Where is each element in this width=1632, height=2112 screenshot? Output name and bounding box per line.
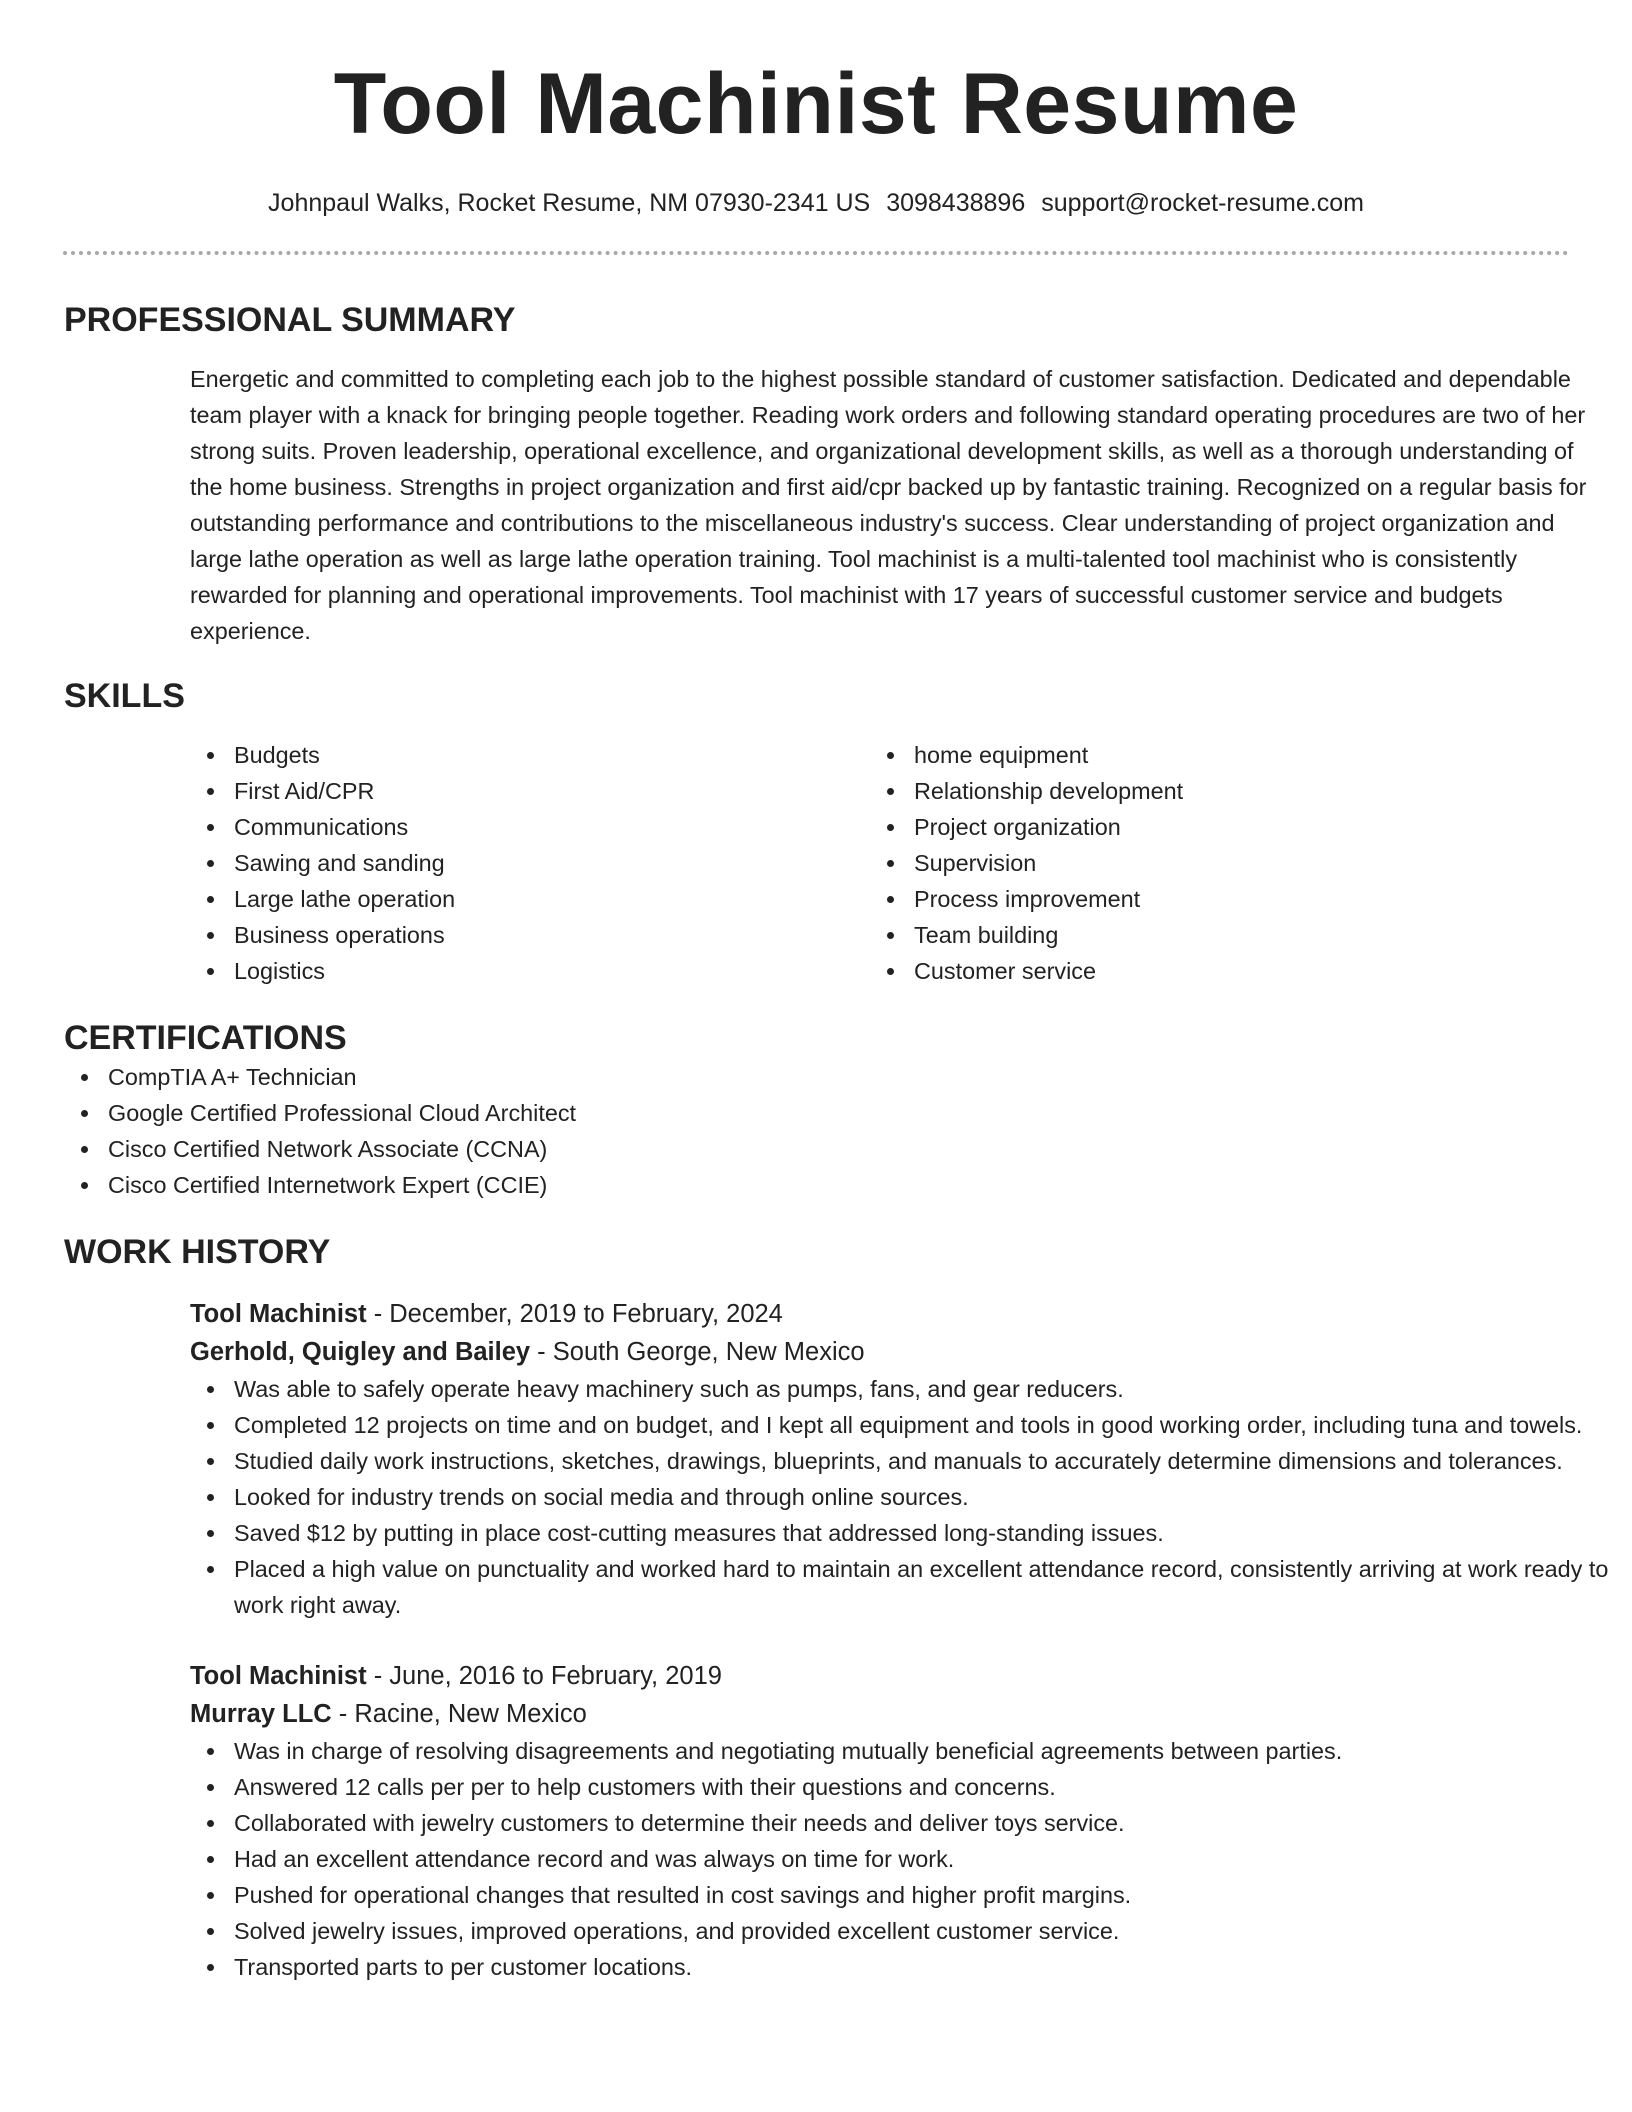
skills-section	[64, 675, 1568, 989]
job-title: Tool Machinist	[190, 1300, 367, 1328]
list-item: Process improvement	[870, 881, 1550, 917]
contact-line	[0, 187, 1632, 219]
work-history-heading: WORK HISTORY	[64, 1233, 331, 1271]
list-item: Supervision	[870, 845, 1550, 881]
list-item: Collaborated with jewelry customers to determine their needs and deliver toys service.	[190, 1805, 1610, 1841]
header-divider	[63, 251, 1569, 255]
job-dates: - December, 2019 to February, 2024	[366, 1300, 783, 1328]
summary-text: Energetic and committed to completing each job to the highest possible standard of customer satisfaction. Dedicated and dependable team player with a knack for bringing people together. Reading work orders and following standard operating procedures are two of her strong suits. Proven leadership, operational excellence, and organizational development skills, as well as a thorough understanding of the home business. Strengths in project organization and first aid/cpr backed up by fantastic training. Recognized on a regular basis for outstanding performance and contributions to the miscellaneous industry's success. Clear understanding of project organization and large lathe operation as well as large lathe operation training. Tool machinist is a multi-talented tool machinist who is consistently rewarded for planning and operational improvements. Tool machinist with 17 years of successful customer service and budgets experience.	[190, 366, 1587, 644]
job-entry	[190, 1657, 1610, 1985]
list-item: Answered 12 calls per per to help customers with their questions and concerns.	[190, 1769, 1610, 1805]
list-item: Team building	[870, 917, 1550, 953]
list-item: Google Certified Professional Cloud Architect	[64, 1095, 1568, 1131]
list-item: Saved $12 by putting in place cost-cutting measures that addressed long-standing issues.	[190, 1515, 1610, 1551]
list-item: Customer service	[870, 953, 1550, 989]
list-item: home equipment	[870, 737, 1550, 773]
list-item: Was in charge of resolving disagreements and negotiating mutually beneficial agreements between parties.	[190, 1733, 1610, 1769]
list-item: Large lathe operation	[190, 881, 870, 917]
list-item: Sawing and sanding	[190, 845, 870, 881]
skills-columns	[190, 737, 1568, 989]
job-company-line	[190, 1333, 1610, 1371]
list-item: Business operations	[190, 917, 870, 953]
list-item: Relationship development	[870, 773, 1550, 809]
work-history-section	[64, 1231, 1609, 1985]
list-item: Cisco Certified Internetwork Expert (CCIE)	[64, 1167, 1568, 1203]
contact-address: Johnpaul Walks, Rocket Resume, NM 07930-2341 US	[268, 189, 871, 217]
job-entry	[190, 1295, 1610, 1623]
list-item: Budgets	[190, 737, 870, 773]
list-item: Project organization	[870, 809, 1550, 845]
certifications-heading: CERTIFICATIONS	[64, 1019, 347, 1057]
job-company-line	[190, 1695, 1610, 1733]
list-item: Completed 12 projects on time and on budget, and I kept all equipment and tools in good working order, including tuna and towels.	[190, 1407, 1610, 1443]
list-item: Logistics	[190, 953, 870, 989]
skills-list-left	[190, 737, 870, 989]
list-item: Pushed for operational changes that resulted in cost savings and higher profit margins.	[190, 1877, 1610, 1913]
list-item: Solved jewelry issues, improved operations, and provided excellent customer service.	[190, 1913, 1610, 1949]
job-location: - Racine, New Mexico	[331, 1700, 587, 1728]
skills-column-right	[870, 737, 1550, 989]
skills-column-left	[190, 737, 870, 989]
job-title-line	[190, 1295, 1610, 1333]
list-item: CompTIA A+ Technician	[64, 1059, 1568, 1095]
job-duties-list	[190, 1371, 1610, 1623]
job-company: Murray LLC	[190, 1700, 332, 1728]
job-company: Gerhold, Quigley and Bailey	[190, 1338, 531, 1366]
list-item: Cisco Certified Network Associate (CCNA)	[64, 1131, 1568, 1167]
contact-email: support@rocket-resume.com	[1041, 189, 1364, 217]
job-duties-list	[190, 1733, 1610, 1985]
job-location: - South George, New Mexico	[530, 1338, 865, 1366]
summary-heading: PROFESSIONAL SUMMARY	[64, 301, 516, 339]
contact-phone: 3098438896	[886, 189, 1026, 217]
job-title-line	[190, 1657, 1610, 1695]
job-title: Tool Machinist	[190, 1662, 367, 1690]
list-item: Studied daily work instructions, sketches, drawings, blueprints, and manuals to accurately determine dimensions and tolerances.	[190, 1443, 1610, 1479]
list-item: Communications	[190, 809, 870, 845]
skills-list-right	[870, 737, 1550, 989]
certifications-list	[64, 1059, 1568, 1203]
job-dates: - June, 2016 to February, 2019	[366, 1662, 722, 1690]
certifications-section	[64, 1017, 1568, 1203]
skills-heading: SKILLS	[64, 677, 185, 715]
resume-title: Tool Machinist Resume	[333, 56, 1299, 152]
list-item: Had an excellent attendance record and was always on time for work.	[190, 1841, 1610, 1877]
list-item: Transported parts to per customer locations.	[190, 1949, 1610, 1985]
list-item: Was able to safely operate heavy machinery such as pumps, fans, and gear reducers.	[190, 1371, 1610, 1407]
list-item: Looked for industry trends on social media and through online sources.	[190, 1479, 1610, 1515]
summary-section	[64, 299, 1587, 649]
list-item: First Aid/CPR	[190, 773, 870, 809]
list-item: Placed a high value on punctuality and worked hard to maintain an excellent attendance record, consistently arriving at work ready to work right away.	[190, 1551, 1610, 1623]
